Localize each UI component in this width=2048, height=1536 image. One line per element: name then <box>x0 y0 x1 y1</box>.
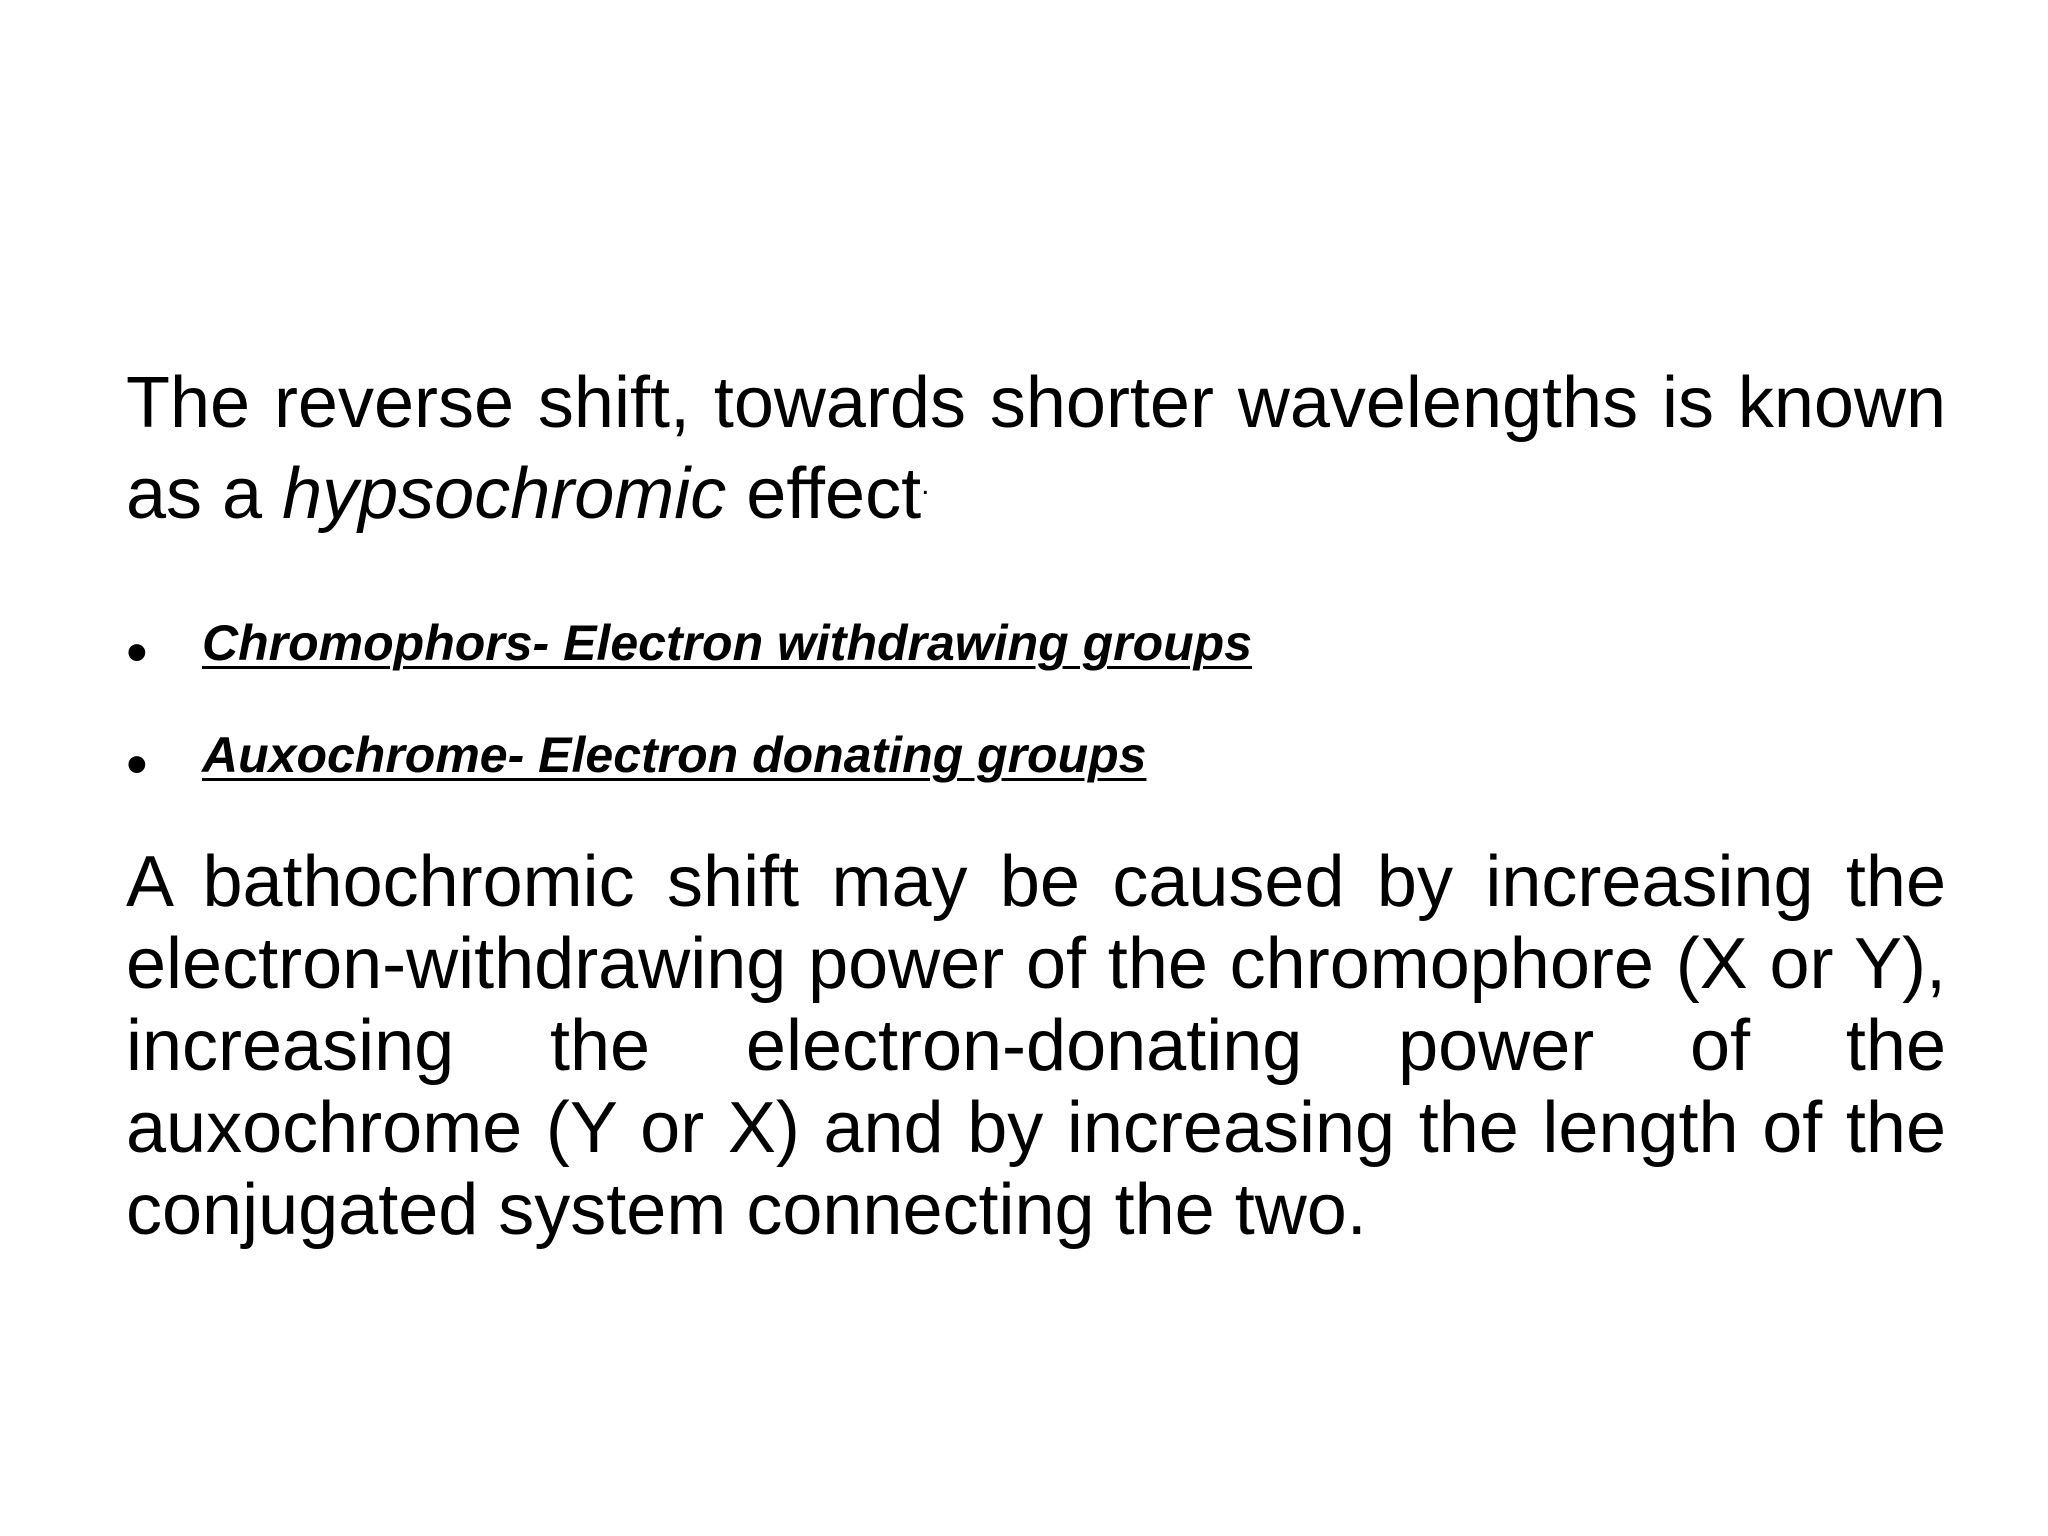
bullet-icon: • <box>126 730 148 799</box>
hypsochromic-paragraph <box>126 362 1946 535</box>
bullet-list <box>126 587 1946 811</box>
bullet-text-chromophors: Chromophors- Electron withdrawing groups <box>202 615 1252 671</box>
hypsochromic-text-start: The reverse shift, towards shorter wavelengths is known as a <box>126 363 1946 534</box>
slide-content <box>126 362 1946 1251</box>
hypsochromic-term: hypsochromic <box>282 454 727 534</box>
period-mark: . <box>921 468 930 501</box>
bathochromic-paragraph: A bathochromic shift may be caused by increasing the electron-withdrawing power of the chromophore (X or Y), increasing the electron-donating power of the auxochrome (Y or X) and by increasing the length of the conjugated system connecting the two. <box>126 842 1946 1250</box>
bullet-item-chromophors <box>126 587 1946 699</box>
hypsochromic-text-end: effect <box>726 454 922 534</box>
bullet-text-auxochrome: Auxochrome- Electron donating groups <box>202 727 1147 783</box>
bullet-icon: • <box>126 618 148 687</box>
bullet-item-auxochrome <box>126 699 1946 811</box>
